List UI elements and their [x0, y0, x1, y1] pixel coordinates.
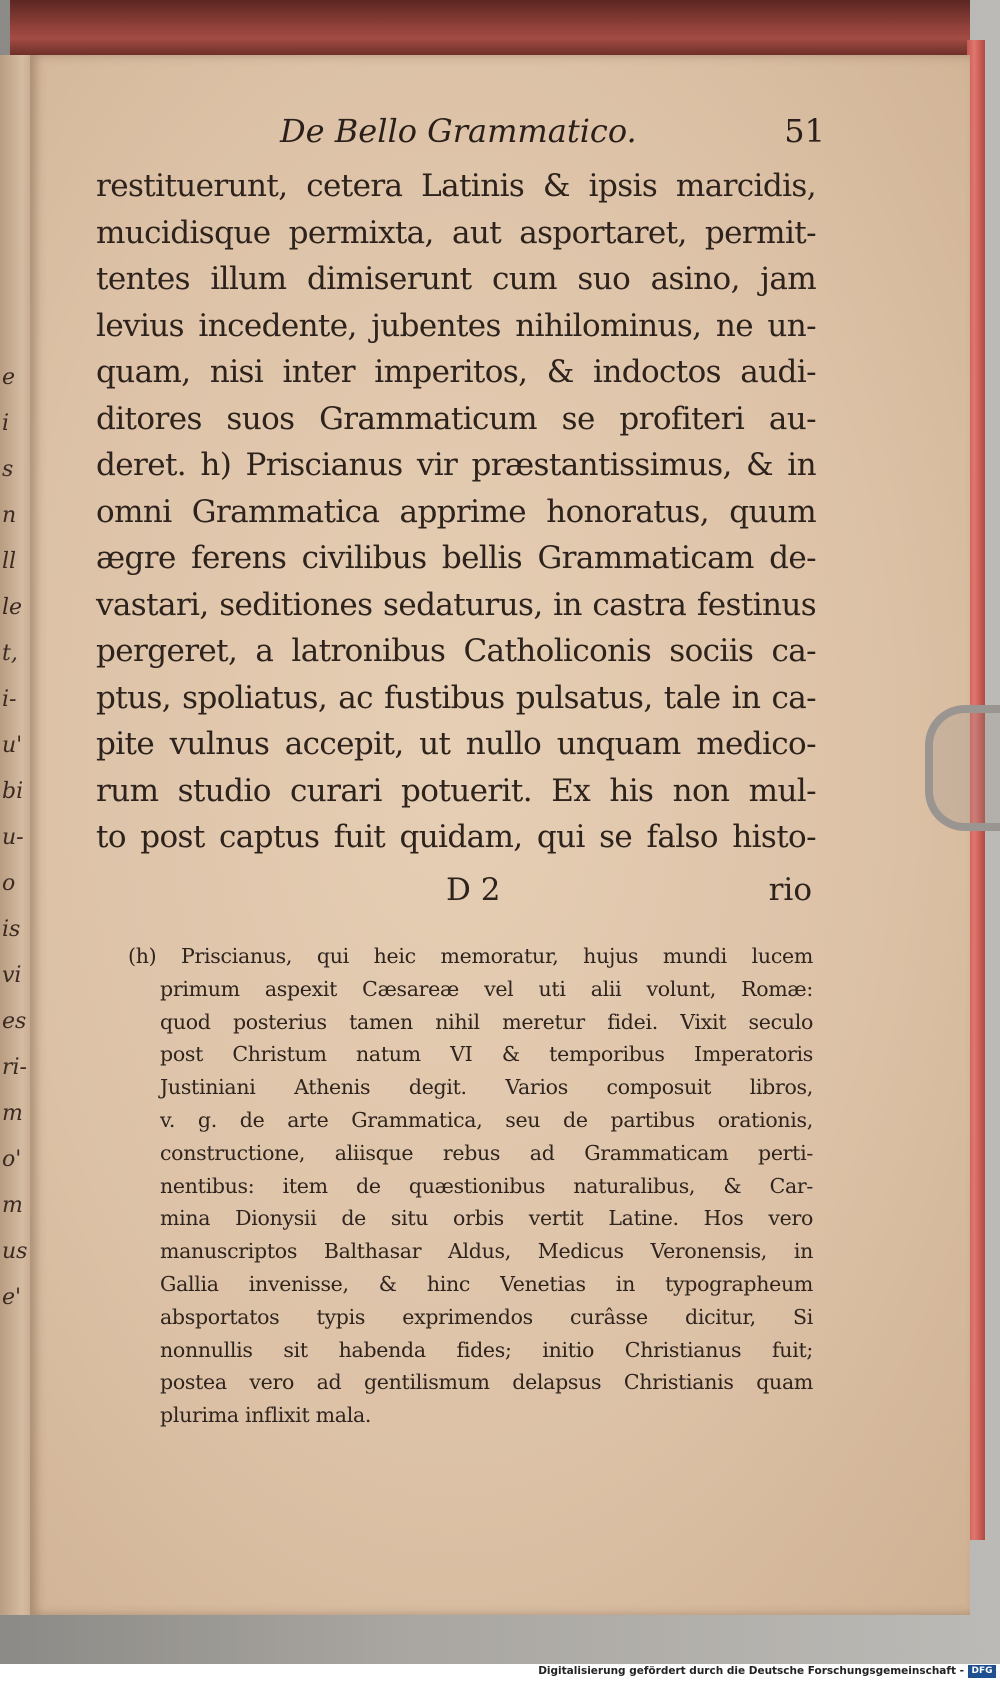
book-top-edge: [10, 0, 970, 55]
adjacent-page-letter: e: [2, 365, 16, 390]
adjacent-page-letter: ll: [2, 549, 17, 574]
text-line: tentes illum dimiserunt cum suo asino, jam: [96, 261, 816, 297]
footnote-line: absportatos typis exprimendos curâsse dicitur, Si: [160, 1304, 813, 1329]
footnote-line: post Christum natum VI & temporibus Imperatoris: [160, 1042, 813, 1067]
text-line: pergeret, a latronibus Catholiconis sociis ca-: [96, 633, 816, 669]
signature-mark: D 2: [446, 872, 501, 908]
footnote-line: nonnullis sit habenda fides; initio Christianus fuit;: [160, 1337, 813, 1362]
adjacent-page-letter: bi: [2, 779, 24, 804]
text-line: levius incedente, jubentes nihilominus, ne un-: [96, 307, 816, 344]
footnote-line: mina Dionysii de situ orbis vertit Latine. Hos vero: [160, 1206, 813, 1231]
adjacent-page-letter: e': [2, 1285, 22, 1310]
running-head: De Bello Grammatico.: [280, 112, 637, 150]
text-line: vastari, seditiones sedaturus, in castra festinus: [96, 586, 816, 623]
footnote-line: manuscriptos Balthasar Aldus, Medicus Veronensis, in: [160, 1239, 813, 1264]
page-clip: [925, 705, 1000, 831]
page-header: [280, 112, 825, 152]
text-line: mucidisque permixta, aut asportaret, permit-: [96, 214, 816, 251]
adjacent-page-fragment: [0, 55, 34, 1615]
signature-line: [96, 872, 816, 918]
text-line: to post captus fuit quidam, qui se falso histo-: [96, 819, 816, 855]
footnote-line: (h) Priscianus, qui heic memoratur, hujus mundi lucem: [128, 944, 813, 968]
text-line: ditores suos Grammaticum se profiteri au-: [96, 400, 816, 437]
adjacent-page-letter: le: [2, 595, 23, 620]
adjacent-page-letter: i: [2, 411, 10, 436]
digitization-credit: Digitalisierung gefördert durch die Deutsche Forschungsgemeinschaft -: [538, 1665, 964, 1677]
adjacent-page-letter: m: [2, 1101, 23, 1126]
footnote-line: primum aspexit Cæsareæ vel uti alii volunt, Romæ:: [160, 976, 813, 1001]
page-number: 51: [784, 112, 825, 150]
text-line: deret. h) Priscianus vir præstantissimus, & in: [96, 447, 816, 483]
adjacent-page-letter: t,: [2, 641, 18, 666]
adjacent-page-letter: n: [2, 503, 17, 528]
text-line: restituerunt, cetera Latinis & ipsis marcidis,: [96, 168, 816, 204]
adjacent-page-letter: es: [2, 1009, 27, 1034]
footnote-line: nentibus: item de quæstionibus naturalibus, & Car-: [160, 1173, 813, 1198]
adjacent-page-letter: us: [2, 1239, 28, 1264]
footnote-line: Gallia invenisse, & hinc Venetias in typographeum: [160, 1271, 813, 1296]
text-line: rum studio curari potuerit. Ex his non mul-: [96, 772, 816, 809]
adjacent-page-letter: u': [2, 733, 23, 758]
adjacent-page-letter: ri-: [2, 1055, 27, 1080]
adjacent-page-letter: vi: [2, 963, 22, 988]
footnote-line: constructione, aliisque rebus ad Grammaticam perti-: [160, 1140, 813, 1165]
footnote-line: postea vero ad gentilismum delapsus Christianis quam: [160, 1370, 813, 1395]
footnote-line: quod posterius tamen nihil meretur fidei. Vixit seculo: [160, 1009, 813, 1034]
main-text-block: [96, 163, 816, 861]
adjacent-page-letter: u-: [2, 825, 24, 850]
adjacent-page-letter: o: [2, 871, 16, 896]
text-line: omni Grammatica apprime honoratus, quum: [96, 493, 816, 530]
text-line: quam, nisi inter imperitos, & indoctos audi-: [96, 354, 816, 390]
text-line: ægre ferens civilibus bellis Grammaticam de-: [96, 540, 816, 576]
text-line: ptus, spoliatus, ac fustibus pulsatus, tale in ca-: [96, 679, 816, 716]
adjacent-page-letter: o': [2, 1147, 22, 1172]
dfg-logo: DFG: [968, 1665, 996, 1678]
footnote-line: plurima inflixit mala.: [160, 1403, 372, 1428]
adjacent-page-letter: m: [2, 1193, 23, 1218]
adjacent-page-letter: s: [2, 457, 14, 482]
catchword: rio: [768, 872, 812, 908]
adjacent-page-letter: i-: [2, 687, 17, 712]
adjacent-page-letter: is: [2, 917, 21, 942]
footnote-line: Justiniani Athenis degit. Varios composuit libros,: [160, 1075, 813, 1100]
text-line: pite vulnus accepit, ut nullo unquam medico-: [96, 726, 816, 762]
footnote-block: [128, 940, 813, 1432]
footnote-line: v. g. de arte Grammatica, seu de partibus orationis,: [160, 1107, 813, 1132]
